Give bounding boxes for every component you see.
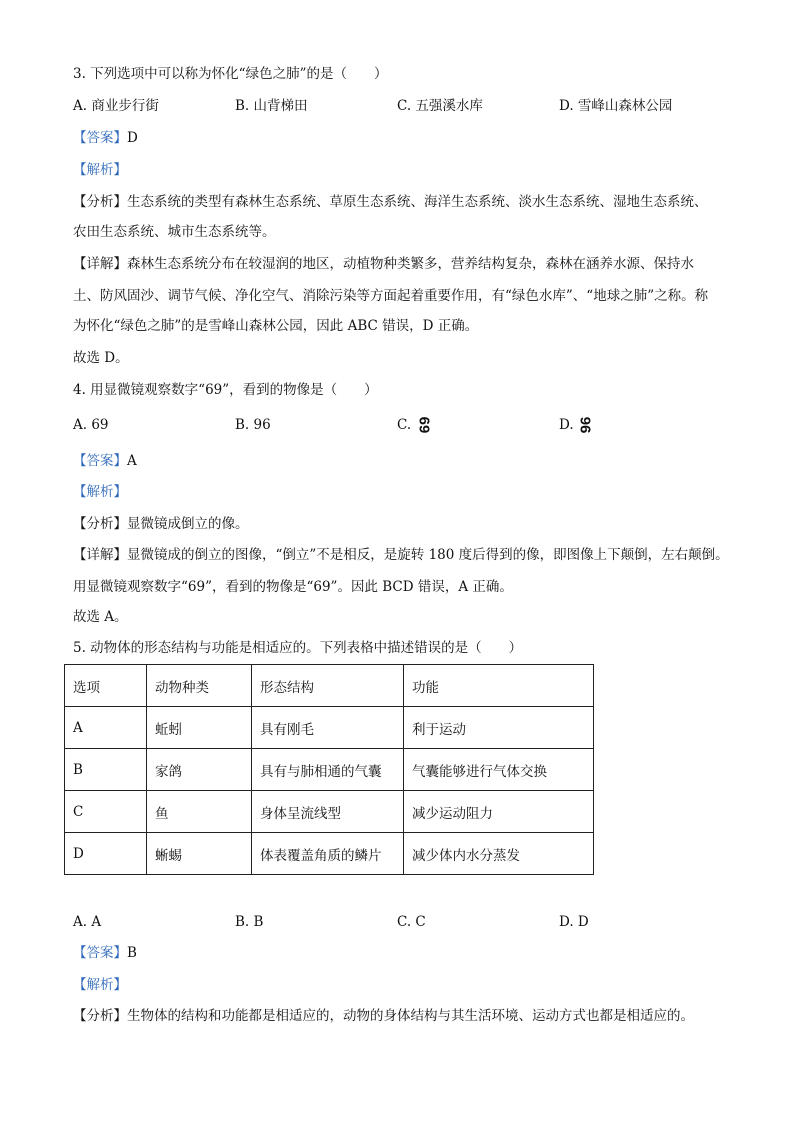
q3-fenxi-text-1: 生态系统的类型有森林生态系统、草原生态系统、海洋生态系统、淡水生态系统、湿地生态系统、 <box>127 194 708 210</box>
answer-tag: 【答案】 <box>73 945 127 961</box>
table-cell: B <box>65 749 147 791</box>
table-cell: A <box>65 707 147 749</box>
q3-option-c: C. 五强溪水库 <box>397 98 483 114</box>
q3-detail-text-1: 森林生态系统分布在较湿润的地区，动植物种类繁多，营养结构复杂，森林在涵养水源、保持水 <box>127 256 694 272</box>
q3-answer: D <box>127 130 138 146</box>
table-cell: D <box>65 833 147 875</box>
q5-table <box>64 664 594 875</box>
q4-option-c-label: C. <box>397 417 412 433</box>
table-header: 功能 <box>404 665 594 707</box>
q3-question: 3. 下列选项中可以称为怀化“绿色之肺”的是（ ） <box>73 66 388 82</box>
q3-fenxi-line-1 <box>73 192 708 212</box>
table-cell: 家鸽 <box>147 749 252 791</box>
q4-option-d-label: D. <box>559 417 574 433</box>
q3-option-b: B. 山背梯田 <box>235 98 308 114</box>
q5-answer-line <box>73 943 137 963</box>
q3-detail-line-2: 土、防风固沙、调节气候、净化空气、消除污染等方面起着重要作用，有“绿色水库”、“地球之肺”之称。称 <box>73 288 709 304</box>
detail-tag: 【详解】 <box>73 256 127 272</box>
table-cell: 身体呈流线型 <box>252 791 404 833</box>
q5-analysis-tag: 【解析】 <box>73 977 127 993</box>
answer-tag: 【答案】 <box>73 453 127 469</box>
q5-answer: B <box>127 945 137 961</box>
table-row <box>65 833 594 875</box>
answer-tag: 【答案】 <box>73 130 127 146</box>
table-row <box>65 707 594 749</box>
fenxi-tag: 【分析】 <box>73 1008 127 1024</box>
table-header: 选项 <box>65 665 147 707</box>
q5-fenxi-text: 生物体的结构和功能都是相适应的，动物的身体结构与其生活环境、运动方式也都是相适应的。 <box>127 1008 694 1024</box>
table-row <box>65 749 594 791</box>
q4-option-b: B. 96 <box>235 417 271 433</box>
q4-conclusion: 故选 A。 <box>73 609 128 625</box>
q5-option-b: B. B <box>235 914 264 930</box>
q5-fenxi-line <box>73 1006 694 1026</box>
table-cell: 蚯蚓 <box>147 707 252 749</box>
q3-option-d: D. 雪峰山森林公园 <box>559 98 673 114</box>
q4-question: 4. 用显微镜观察数字“69”，看到的物像是（ ） <box>73 382 378 398</box>
q3-answer-line <box>73 128 138 148</box>
table-cell: 鱼 <box>147 791 252 833</box>
q3-option-a: A. 商业步行街 <box>73 98 159 114</box>
q4-analysis-tag: 【解析】 <box>73 484 127 500</box>
q5-option-a: A. A <box>73 914 102 930</box>
table-cell: 减少运动阻力 <box>404 791 594 833</box>
q4-option-d <box>559 415 595 435</box>
q4-fenxi-line <box>73 514 249 534</box>
q3-detail-line-3: 为怀化“绿色之肺”的是雪峰山森林公园，因此 ABC 错误，D 正确。 <box>73 318 479 334</box>
q5-option-c: C. C <box>397 914 426 930</box>
table-cell: 蜥蜴 <box>147 833 252 875</box>
table-cell: 减少体内水分蒸发 <box>404 833 594 875</box>
table-cell: 利于运动 <box>404 707 594 749</box>
q4-detail-text-1: 显微镜成的倒立的图像，“倒立”不是相反，是旋转 180 度后得到的像，即图像上下颠倒，左右颠倒。 <box>127 547 729 563</box>
q4-option-a: A. 69 <box>73 417 109 433</box>
q4-answer: A <box>127 453 137 469</box>
q4-answer-line <box>73 451 137 471</box>
q3-analysis-tag: 【解析】 <box>73 162 127 178</box>
q3-conclusion: 故选 D。 <box>73 350 129 366</box>
table-header: 动物种类 <box>147 665 252 707</box>
table-cell: C <box>65 791 147 833</box>
q4-detail-line-2: 用显微镜观察数字“69”，看到的物像是“69”。因此 BCD 错误，A 正确。 <box>73 579 513 595</box>
table-cell: 具有与肺相通的气囊 <box>252 749 404 791</box>
q5-option-d: D. D <box>559 914 589 930</box>
table-header: 形态结构 <box>252 665 404 707</box>
table-cell: 具有刚毛 <box>252 707 404 749</box>
detail-tag: 【详解】 <box>73 547 127 563</box>
fenxi-tag: 【分析】 <box>73 516 127 532</box>
q4-detail-line-1 <box>73 545 729 565</box>
q4-option-d-rotated-glyph: 96 <box>577 416 595 434</box>
q3-detail-line-1 <box>73 254 694 274</box>
fenxi-tag: 【分析】 <box>73 194 127 210</box>
q4-fenxi-text: 显微镜成倒立的像。 <box>127 516 249 532</box>
q3-fenxi-line-2: 农田生态系统、城市生态系统等。 <box>73 224 276 240</box>
q4-option-c-rotated-glyph: 69 <box>415 416 433 434</box>
table-cell: 气囊能够进行气体交换 <box>404 749 594 791</box>
q5-question: 5. 动物体的形态结构与功能是相适应的。下列表格中描述错误的是（ ） <box>73 640 523 656</box>
table-header-row <box>65 665 594 707</box>
q4-option-c <box>397 415 432 435</box>
table-cell: 体表覆盖角质的鳞片 <box>252 833 404 875</box>
table-row <box>65 791 594 833</box>
